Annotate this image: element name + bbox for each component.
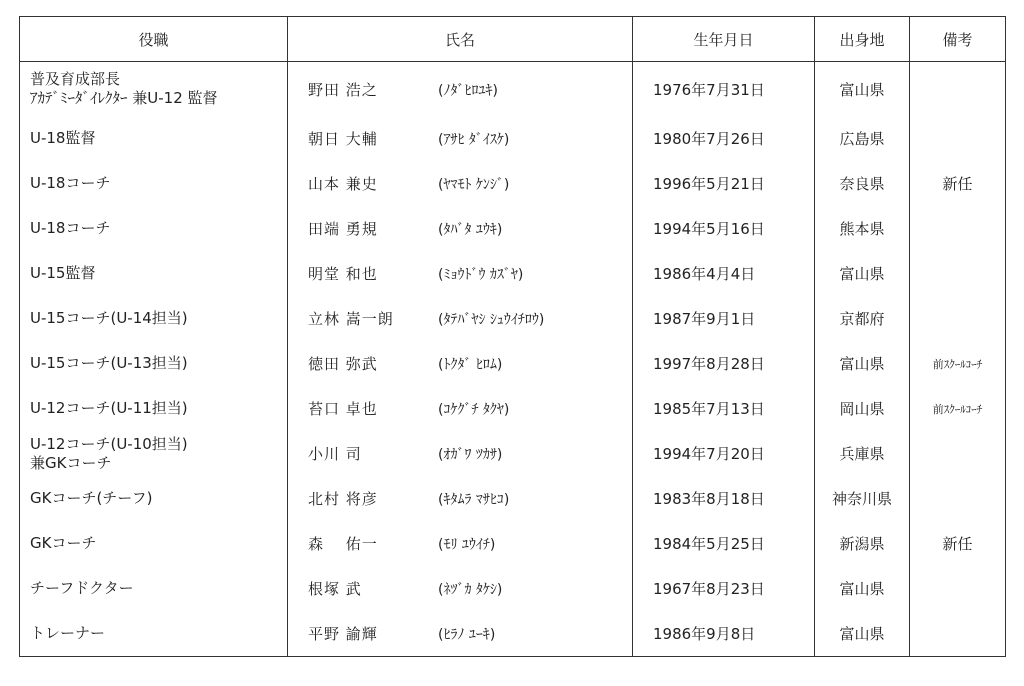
note-cell: 新任 [910, 161, 1006, 206]
header-birthday: 生年月日 [633, 17, 815, 62]
name-kana: (ｱｻﾋ ﾀﾞｲｽｹ) [438, 132, 510, 148]
name-cell [288, 251, 633, 296]
note-cell [910, 476, 1006, 521]
table-row [20, 386, 1006, 431]
role-line-1: チーフドクター [30, 579, 134, 597]
note-cell [910, 251, 1006, 296]
name-kana: (ｷﾀﾑﾗ ﾏｻﾋｺ) [438, 492, 510, 508]
birthday-cell: 1985年7月13日 [633, 386, 815, 431]
birthday-cell: 1986年4月4日 [633, 251, 815, 296]
birthplace-cell: 岡山県 [815, 386, 910, 431]
note-cell [910, 611, 1006, 657]
birthday-cell: 1976年7月31日 [633, 62, 815, 117]
name-cell [288, 62, 633, 117]
header-note: 備考 [910, 17, 1006, 62]
name-kana: (ﾀﾊﾞﾀ ﾕｳｷ) [438, 222, 503, 238]
table-row [20, 161, 1006, 206]
role-cell [20, 566, 288, 611]
birthplace-cell: 富山県 [815, 566, 910, 611]
birthday-cell: 1997年8月28日 [633, 341, 815, 386]
birthday-cell: 1994年5月16日 [633, 206, 815, 251]
role-line-1: GKコーチ [30, 534, 97, 552]
name-cell [288, 341, 633, 386]
birthplace-cell: 京都府 [815, 296, 910, 341]
name-cell [288, 566, 633, 611]
table-row [20, 62, 1006, 117]
role-line-1: U-12コーチ(U-10担当) [30, 434, 188, 453]
birthday-cell: 1987年9月1日 [633, 296, 815, 341]
note-cell: 前ｽｸｰﾙｺｰﾁ [910, 386, 1006, 431]
name-cell [288, 611, 633, 657]
role-cell [20, 431, 288, 476]
birthplace-cell: 奈良県 [815, 161, 910, 206]
name-kana: (ﾔﾏﾓﾄ ｹﾝｼﾞ) [438, 177, 510, 193]
table-row [20, 296, 1006, 341]
role-line-1: 普及育成部長 [30, 70, 121, 88]
role-line-2: ｱｶﾃﾞﾐｰﾀﾞｲﾚｸﾀｰ 兼U-12 監督 [30, 89, 218, 107]
name-cell [288, 476, 633, 521]
name-kana: (ﾀﾃﾊﾞﾔｼ ｼｭｳｲﾁﾛｳ) [438, 312, 545, 328]
role-line-1: U-15コーチ(U-14担当) [30, 309, 188, 327]
name-kanji: 小川 司 [308, 445, 362, 463]
name-cell [288, 161, 633, 206]
birthplace-cell: 広島県 [815, 116, 910, 161]
name-kanji: 平野 諭輝 [308, 625, 378, 643]
table-row [20, 521, 1006, 566]
note-cell [910, 116, 1006, 161]
table-row [20, 206, 1006, 251]
role-line-1: U-15監督 [30, 264, 96, 282]
name-cell [288, 386, 633, 431]
note-cell: 新任 [910, 521, 1006, 566]
birthday-cell: 1984年5月25日 [633, 521, 815, 566]
table-row [20, 431, 1006, 476]
role-line-2: 兼GKコーチ [30, 453, 112, 472]
role-cell [20, 476, 288, 521]
role-line-1: GKコーチ(チーフ) [30, 489, 153, 507]
name-kana: (ﾐｮｳﾄﾞｳ ｶｽﾞﾔ) [438, 267, 524, 283]
name-kanji: 北村 将彦 [308, 490, 378, 508]
role-cell [20, 296, 288, 341]
birthday-cell: 1996年5月21日 [633, 161, 815, 206]
header-role: 役職 [20, 17, 288, 62]
name-kanji: 苔口 卓也 [308, 400, 378, 418]
birthday-cell: 1983年8月18日 [633, 476, 815, 521]
table-row [20, 476, 1006, 521]
name-kanji: 立林 嵩一朗 [308, 310, 394, 328]
header-name: 氏名 [288, 17, 633, 62]
staff-table [19, 16, 1006, 657]
role-line-1: U-18監督 [30, 129, 96, 147]
name-kana: (ﾈﾂﾞｶ ﾀｹｼ) [438, 582, 503, 598]
name-kana: (ｵｶﾞﾜ ﾂｶｻ) [438, 447, 503, 463]
name-cell [288, 431, 633, 476]
name-kanji: 野田 浩之 [308, 80, 378, 99]
name-kanji: 朝日 大輔 [308, 130, 378, 148]
birthday-cell: 1980年7月26日 [633, 116, 815, 161]
table-row [20, 341, 1006, 386]
role-line-1: U-18コーチ [30, 219, 111, 237]
role-line-1: U-18コーチ [30, 174, 111, 192]
table-row [20, 566, 1006, 611]
birthplace-cell: 富山県 [815, 611, 910, 657]
birthday-cell: 1967年8月23日 [633, 566, 815, 611]
birthplace-cell: 神奈川県 [815, 476, 910, 521]
birthplace-cell: 新潟県 [815, 521, 910, 566]
table-row [20, 611, 1006, 657]
birthplace-cell: 熊本県 [815, 206, 910, 251]
role-cell [20, 62, 288, 117]
header-birthplace: 出身地 [815, 17, 910, 62]
name-kanji: 山本 兼史 [308, 175, 378, 193]
name-kanji: 根塚 武 [308, 580, 362, 598]
note-cell [910, 296, 1006, 341]
birthday-cell: 1994年7月20日 [633, 431, 815, 476]
role-line-1: U-12コーチ(U-11担当) [30, 399, 188, 417]
note-cell: 前ｽｸｰﾙｺｰﾁ [910, 341, 1006, 386]
role-cell [20, 341, 288, 386]
name-kanji: 田端 勇規 [308, 220, 378, 238]
note-cell [910, 206, 1006, 251]
name-cell [288, 206, 633, 251]
header-row [20, 17, 1006, 62]
role-cell [20, 521, 288, 566]
name-kanji: 森 佑一 [308, 535, 378, 553]
name-kanji: 明堂 和也 [308, 265, 378, 283]
table-row [20, 251, 1006, 296]
role-cell [20, 206, 288, 251]
role-cell [20, 386, 288, 431]
name-kanji: 徳田 弥武 [308, 355, 378, 373]
role-cell [20, 116, 288, 161]
birthplace-cell: 富山県 [815, 251, 910, 296]
name-kana: (ﾄｸﾀﾞ ﾋﾛﾑ) [438, 357, 503, 373]
birthday-cell: 1986年9月8日 [633, 611, 815, 657]
birthplace-cell: 兵庫県 [815, 431, 910, 476]
role-line-1: U-15コーチ(U-13担当) [30, 354, 188, 372]
name-cell [288, 296, 633, 341]
name-kana: (ｺｹｸﾞﾁ ﾀｸﾔ) [438, 402, 510, 418]
table-row [20, 116, 1006, 161]
note-cell [910, 62, 1006, 117]
role-cell [20, 251, 288, 296]
name-cell [288, 116, 633, 161]
role-line-1: トレーナー [30, 624, 106, 642]
name-cell [288, 521, 633, 566]
note-cell [910, 566, 1006, 611]
birthplace-cell: 富山県 [815, 62, 910, 117]
name-kana: (ﾋﾗﾉ ﾕｰｷ) [438, 627, 496, 643]
name-kana: (ﾉﾀﾞﾋﾛﾕｷ) [438, 82, 498, 99]
note-cell [910, 431, 1006, 476]
role-cell [20, 161, 288, 206]
role-cell [20, 611, 288, 657]
name-kana: (ﾓﾘ ﾕｳｲﾁ) [438, 537, 496, 553]
birthplace-cell: 富山県 [815, 341, 910, 386]
